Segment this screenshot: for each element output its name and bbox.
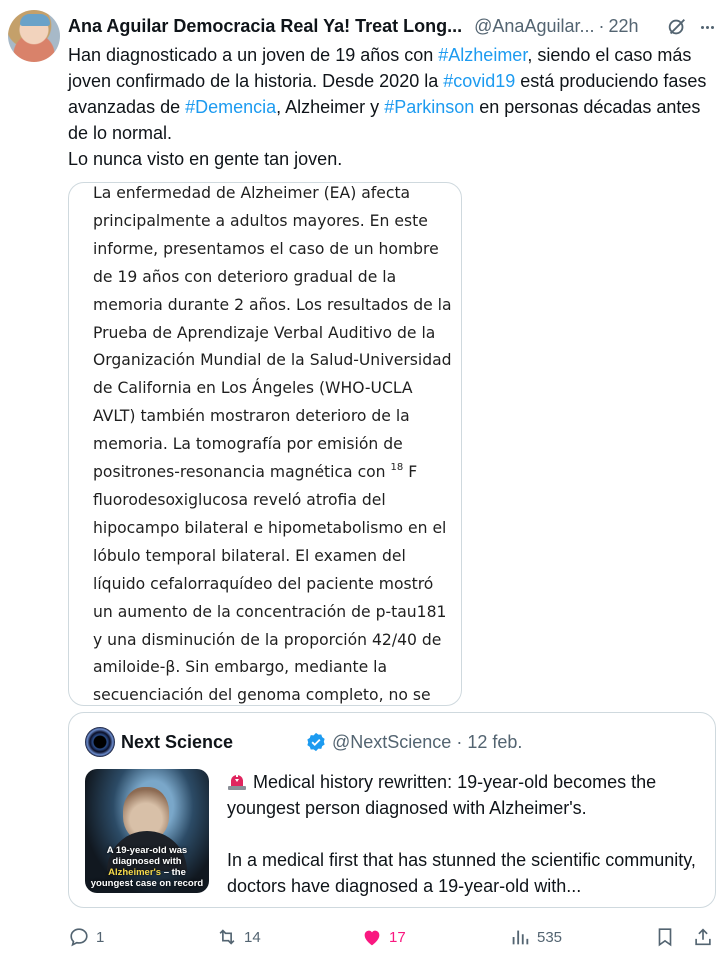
quoted-avatar[interactable] <box>85 727 115 757</box>
hashtag-covid19[interactable]: #covid19 <box>443 71 516 91</box>
superscript: 18 <box>390 462 404 474</box>
siren-emoji-icon <box>227 772 247 790</box>
verified-badge-icon <box>306 732 326 752</box>
quoted-handle-date[interactable] <box>332 732 522 753</box>
abstract-text-b: F fluorodesoxiglucosa reveló atrofia del hipocampo bilateral e hipometabolismo en el lóbulo temporal bilateral. El examen del líquido cefalorraquídeo del paciente mostró un aumento de la concentración de p-tau181 y una disminución de la proporción 42/40 de amiloide-β. Sin embargo, mediante la secuenciación del genoma completo, no se <box>93 463 447 705</box>
like-button[interactable] <box>361 924 406 950</box>
bookmark-icon <box>654 926 676 948</box>
quoted-line-1: Medical history rewritten: 19-year-old becomes the youngest person diagnosed with Alzheimer's. <box>227 772 657 818</box>
hashtag-alzheimer[interactable]: #Alzheimer <box>438 45 528 65</box>
text-run: en personas décadas antes de lo normal. <box>68 97 701 143</box>
hashtag-demencia[interactable]: #Demencia <box>185 97 277 117</box>
quoted-date[interactable]: 12 feb. <box>467 732 523 752</box>
text-run: Lo nunca visto en gente tan joven. <box>68 149 343 169</box>
action-bar <box>68 924 718 950</box>
text-run: Han diagnosticado a un joven de 19 años con <box>68 45 439 65</box>
quoted-text <box>227 769 705 899</box>
thumbnail-caption <box>89 845 205 889</box>
text-run: , Alzheimer y <box>276 97 385 117</box>
repost-button[interactable] <box>216 924 261 950</box>
more-icon[interactable] <box>696 16 718 38</box>
repost-icon <box>216 926 238 948</box>
quoted-line-2: In a medical first that has stunned the scientific community, doctors have diagnosed a 19-year-old with... <box>227 850 696 896</box>
abstract-text-a: La enfermedad de Alzheimer (EA) afecta principalmente a adultos mayores. En este informe, presentamos el caso de un hombre de 19 años con deterioro gradual de la memoria durante 2 años. Los resultados de la Prueba de Aprendizaje Verbal Auditivo de la Organización Mundial de la Salud-Universidad de California en Los Ángeles (WHO-UCLA AVLT) también mostraron deterioro de la memoria. La tomografía por emisión de positrones-resonancia magnética con <box>93 184 452 482</box>
reply-icon <box>68 926 90 948</box>
caption-c: – the youngest case on record <box>90 867 204 889</box>
like-icon <box>361 926 383 948</box>
grok-icon[interactable] <box>666 16 688 38</box>
media-abstract-text <box>93 182 453 706</box>
share-icon <box>692 926 714 948</box>
caption-b: Alzheimer's <box>108 867 162 878</box>
author-handle[interactable]: @AnaAguilar... <box>474 15 595 36</box>
quoted-tweet[interactable] <box>68 712 716 908</box>
repost-count: 14 <box>244 928 261 946</box>
tweet-media-image[interactable] <box>68 182 462 706</box>
text-run: está produciendo fases avanzadas de <box>68 71 707 117</box>
quoted-author-name[interactable]: Next Science <box>121 732 234 752</box>
caption-a: A 19-year-old was diagnosed with <box>106 845 188 867</box>
share-button[interactable] <box>692 924 714 950</box>
author-avatar[interactable] <box>8 10 60 62</box>
like-count: 17 <box>389 928 406 946</box>
tweet-text <box>68 42 718 172</box>
views-icon <box>509 926 531 948</box>
tweet-timestamp[interactable]: 22h <box>608 15 639 36</box>
tweet-header <box>68 14 718 38</box>
views-button[interactable] <box>509 924 562 950</box>
quoted-handle[interactable]: @NextScience <box>332 732 452 752</box>
separator-dot: · <box>598 15 605 36</box>
text-run: , siendo el caso más joven confirmado de la historia. Desde 2020 la <box>68 45 692 91</box>
reply-count: 1 <box>96 928 105 946</box>
hashtag-parkinson[interactable]: #Parkinson <box>384 97 475 117</box>
separator-dot: · <box>456 732 463 752</box>
reply-button[interactable] <box>68 924 104 950</box>
bookmark-button[interactable] <box>654 924 676 950</box>
author-name[interactable]: Ana Aguilar Democracia Real Ya! Treat Long... <box>68 15 463 36</box>
quoted-thumbnail[interactable] <box>85 769 209 893</box>
views-count: 535 <box>537 928 563 946</box>
